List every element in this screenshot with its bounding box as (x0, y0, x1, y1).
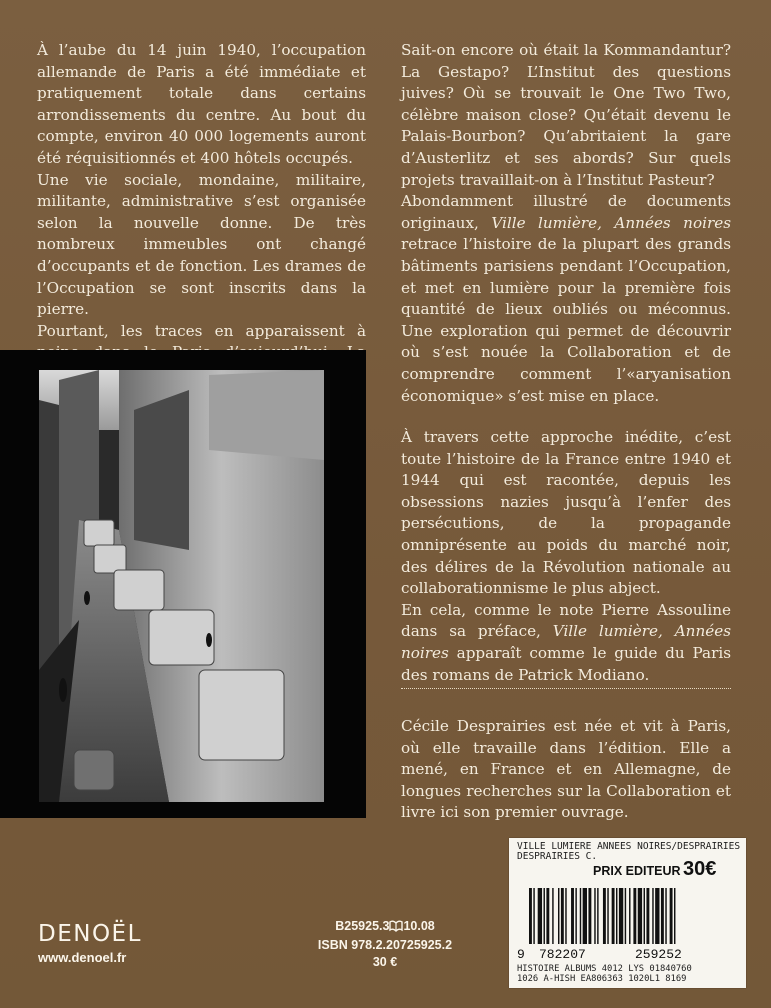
barcode-bar (646, 888, 649, 944)
barcode-bar (616, 888, 617, 944)
right-paragraph-2-rest: retrace l’histoire de la plupart des grands bâtiments parisiens pendant l’Occupation, et met en lumière pour la première fois quantité de lieux oubliés ou méconnus. Une exploration qui permet de découvrir où s’est nouée la Collaboration et de comprendre comment l’«aryanisation économique» s’est mise en place. (401, 235, 731, 405)
cover-price: 30 € (372, 955, 398, 969)
barcode-bar (665, 888, 666, 944)
barcode-bar (558, 888, 559, 944)
barcode (527, 888, 727, 946)
sticker-category-line: HISTOIRE ALBUMS 4012 LYS 01840760 (517, 964, 692, 974)
barcode-bar (661, 888, 664, 944)
barcode-bar (670, 888, 673, 944)
barcode-bar (597, 888, 598, 944)
right-paragraph-2 (401, 191, 731, 407)
barcode-bar (607, 888, 608, 944)
sticker-price: 30€ (683, 858, 717, 880)
barcode-bar (561, 888, 564, 944)
barcode-bar (583, 888, 587, 944)
barcode-bar (619, 888, 623, 944)
publisher-url[interactable]: www.denoel.fr (38, 950, 127, 965)
street-photo (39, 370, 324, 802)
barcode-bar (544, 888, 545, 944)
right-paragraph-2-lead: Abondamment illustré de documents originaux, (401, 192, 731, 232)
barcode-bar (655, 888, 659, 944)
barcode-bar (529, 888, 532, 944)
open-book-icon (389, 919, 403, 937)
right-paragraph-4-rest: apparaît comme le guide du Paris des romans de Patrick Modiano. (401, 644, 731, 684)
edition-date: 10.08 (403, 919, 435, 933)
left-paragraph-2: Une vie sociale, mondaine, militaire, militante, administrative s’est organisée selon la nouvelle donne. De très nombreux immeubles ont changé d’occupants et de fonction. Les drames de l’Occupation se sont inscrits dans la pierre. (37, 170, 366, 319)
sticker-title-line: VILLE LUMIERE ANNEES NOIRES/DESPRAIRIES (517, 841, 741, 852)
catalog-code: B25925.3 (335, 919, 390, 933)
author-bio: Cécile Desprairies est née et vit à Paris, où elle travaille dans l’édition. Elle a mené, en France et en Allemagne, de longues recherches sur la Collaboration et livre ici son premier ouvrage. (401, 717, 731, 822)
sticker-author-line: DESPRAIRIES C. (517, 851, 598, 862)
barcode-bar (588, 888, 591, 944)
sticker-code-line: 1026 A-HISH EA806363 1020L1 8169 (517, 974, 687, 984)
barcode-bar (580, 888, 581, 944)
sticker-price-label: PRIX EDITEUR (593, 864, 681, 878)
left-paragraph-1: À l’aube du 14 juin 1940, l’occupation allemande de Paris a été immédiate et pratiquement totale dans certains arrondissements du centre. Au bout du compte, environ 40 000 logements auront été réquisitionnés et 400 hôtels occupés. (37, 41, 366, 167)
sticker-footer (517, 964, 692, 984)
ean-group-2: 259252 (635, 947, 682, 962)
right-paragraph-4 (401, 600, 731, 686)
barcode-bar (674, 888, 675, 944)
barcode-bar (633, 888, 636, 944)
barcode-bar (546, 888, 549, 944)
barcode-bar (638, 888, 642, 944)
barcode-bar (612, 888, 615, 944)
ean-first-digit: 9 (517, 947, 525, 962)
barcode-bar (594, 888, 595, 944)
barcode-bar (533, 888, 534, 944)
dotted-divider (401, 688, 731, 689)
right-paragraph-4-lead: En cela, comme le note Pierre Assouline dans sa préface, (401, 600, 731, 641)
right-paragraph-3: À travers cette approche inédite, c’est toute l’histoire de la France entre 1940 et 1944 qui est racontée, depuis les obsessions nazies jusqu’à l’enfer des persécutions, de la propagande omniprésente au poids du marché noir, des délires de la Révolution nationale au collaborationnisme le plus abject. (401, 428, 731, 598)
book-title: Ville lumière, Années noires (401, 622, 731, 663)
barcode-bar (552, 888, 553, 944)
isbn-number: ISBN 978.2.20725925.2 (317, 938, 453, 952)
right-text-column (401, 40, 731, 686)
barcode-bar (625, 888, 626, 944)
barcode-bar (603, 888, 606, 944)
barcode-bar (644, 888, 645, 944)
publisher-logo: DENOËL (38, 921, 142, 947)
book-title: Ville lumière, Années noires (491, 213, 731, 232)
ean-group-1: 782207 (539, 947, 586, 962)
price-sticker (509, 838, 746, 988)
barcode-bar (629, 888, 630, 944)
barcode-bar (565, 888, 566, 944)
right-paragraph-1: Sait-on encore où était la Kommandantur? La Gestapo? L’Institut des questions juives? Où se trouvait le One Two Two, célèbre maison close? Qu’était devenu le Palais-Bourbon? Qu’abritaient la gare d’Austerlitz et ses abords? Sur quels projets travaillait-on à l’Institut Pasteur? (401, 41, 731, 189)
street-photo-illustration (39, 370, 324, 802)
left-paragraph-3: Pourtant, les traces en apparaissent à (37, 321, 366, 340)
barcode-bar (571, 888, 574, 944)
barcode-bar (575, 888, 576, 944)
barcode-bar (538, 888, 542, 944)
isbn-block (308, 918, 462, 971)
barcode-bar (652, 888, 653, 944)
